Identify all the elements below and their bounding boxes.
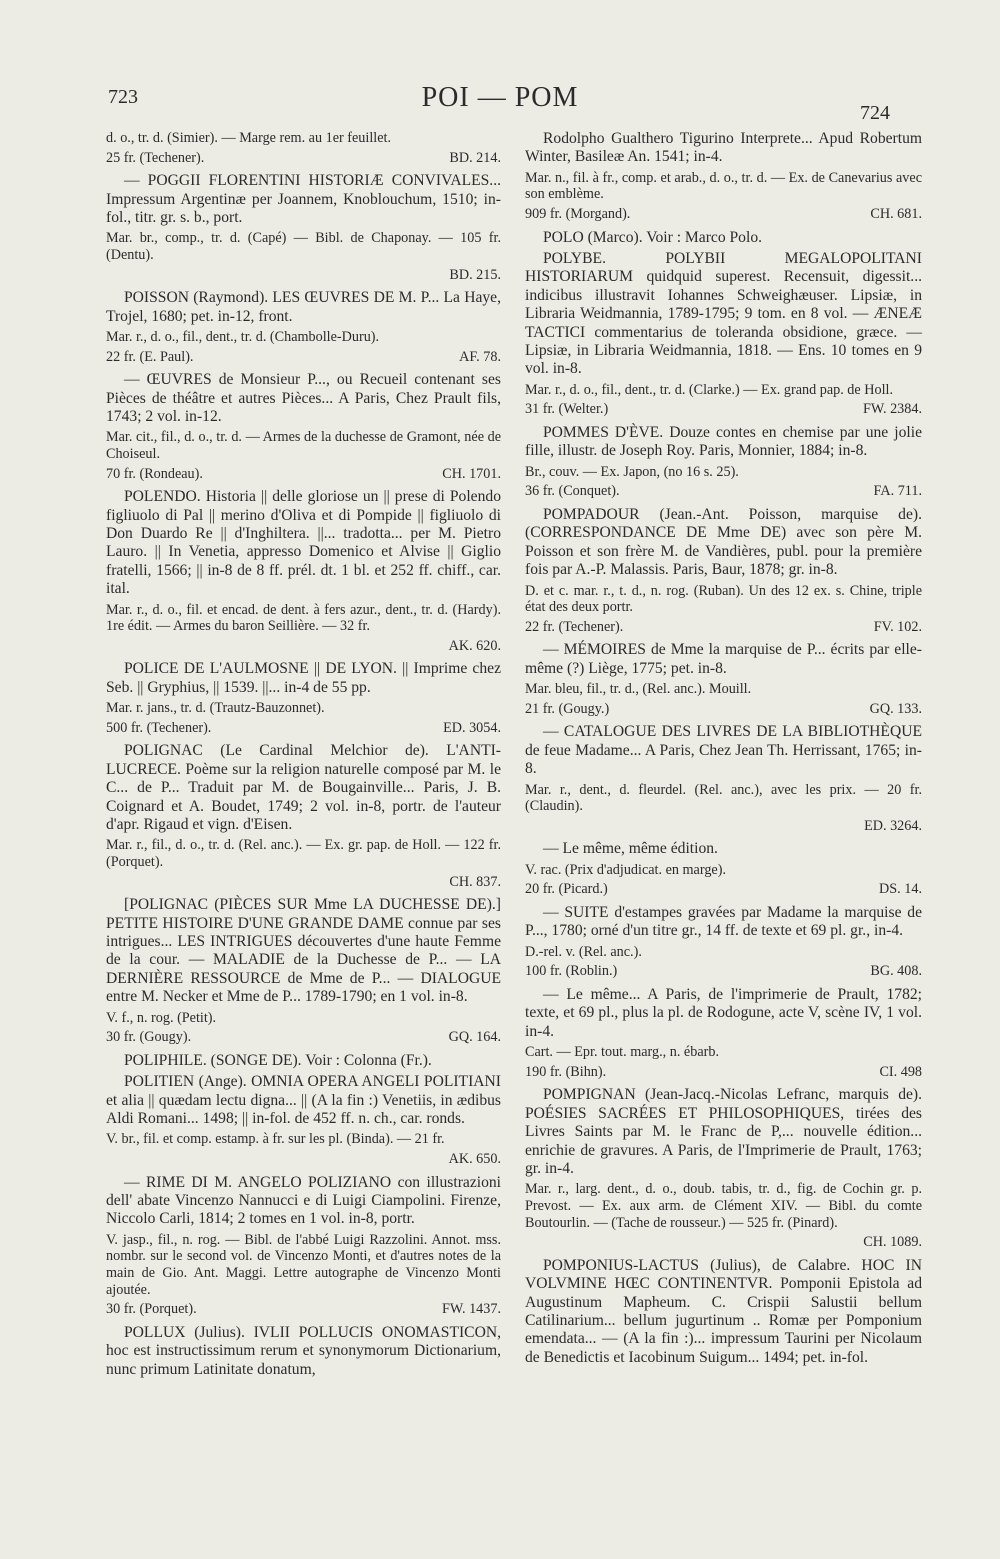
sale-price: 20 fr. (Picard.) — [525, 881, 608, 898]
sale-reference: CH. 681. — [870, 206, 922, 222]
sale-reference: FW. 2384. — [863, 401, 922, 418]
binding-note: Mar. br., comp., tr. d. (Capé) — Bibl. de Chaponay. — 105 fr. (Dentu). — [106, 230, 501, 263]
sale-record — [106, 638, 501, 655]
catalogue-entry: POMPONIUS-LACTUS (Julius), de Calabre. HOC IN VOLVMINE HŒC CONTINENTVR. Pomponii Epistola ad Augustinum Mapheum. C. Crispii Salustii bellum Catilinarium... bellum jugurtinum .. Romæ per Pomponium emendata... — (A la fin :)... impressum Taurini per Nicolaum de Benedictis et Iacobinum Suigum... 1494; pet. in-fol. — [525, 1256, 922, 1366]
sale-reference: BD. 214. — [449, 149, 501, 166]
sale-reference: GQ. 164. — [448, 1029, 501, 1046]
sale-reference: AK. 650. — [448, 1151, 501, 1168]
sale-record — [525, 701, 922, 718]
sale-price: 30 fr. (Gougy). — [106, 1029, 192, 1046]
binding-note: V. jasp., fil., n. rog. — Bibl. de l'abbé Luigi Razzolini. Annot. mss. nombr. sur le second vol. de Vincenzo Monti, et d'autres notes de la main de Gio. Ant. Maggi. Lettre autographe de Vincenzo Monti ajoutée. — [106, 1231, 501, 1298]
catalogue-entry: — MÉMOIRES de Mme la marquise de P... écrits par elle-même (?) Liège, 1775; pet. in-8. — [525, 641, 922, 677]
sale-price: 31 fr. (Welter.) — [525, 401, 609, 418]
sale-record — [525, 206, 922, 223]
sale-record — [106, 150, 501, 167]
binding-note: Mar. r., fil., d. o., tr. d. (Rel. anc.). — Ex. gr. pap. de Holl. — 122 fr. (Porquet). — [106, 837, 501, 871]
catalogue-entry: POLENDO. Historia || delle gloriose un || prese di Polendo figliuolo di Pal || merino d'Oliva et di Pompide || figliuolo di Don Duardo Re || d'Inghiltera. ||... tradotta... per M. Pietro Lauro. || In Venetia, appresso Domenico et Alvise || Giglio fratelli, 1566; || in-8 de 8 ff. prél. dt. 1 bl. et 252 ff. chiff., car. ital. — [106, 488, 501, 598]
binding-note: V. f., n. rog. (Petit). — [106, 1009, 217, 1026]
running-title: POI — POM — [421, 82, 579, 113]
sale-reference: BD. 215. — [449, 266, 501, 283]
binding-note: V. rac. (Prix d'adjudicat. en marge). — [525, 861, 726, 878]
sale-record — [106, 267, 501, 284]
sale-reference: FW. 1437. — [442, 1301, 501, 1318]
catalogue-entry: — SUITE d'estampes gravées par Madame la marquise de P..., 1780; orné d'un titre gr., 14 ff. de texte et 69 pl. gr., in-4. — [525, 904, 922, 940]
sale-reference: FA. 711. — [873, 483, 922, 500]
binding-note: Mar. bleu, fil., tr. d., (Rel. anc.). Mouill. — [525, 681, 752, 698]
sale-reference: DS. 14. — [879, 881, 922, 898]
binding-note: D. et c. mar. r., t. d., n. rog. (Ruban). Un des 12 ex. s. Chine, triple état des deux portr. — [525, 582, 922, 616]
sale-price: 22 fr. (Techener). — [525, 618, 624, 635]
binding-note: Mar. r., d. o., fil. et encad. de dent. à fers azur., dent., tr. d. (Hardy). 1re édit. — Armes du baron Seillière. — 32 fr. — [106, 601, 501, 635]
sale-record — [106, 720, 501, 737]
catalogue-entry: POLYBE. POLYBII MEGALOPOLITANI HISTORIARUM quidquid superest. Recensuit, digessit... indicibus illustravit Iohannes Schweighæuser. Lipsiæ, in Libraria Weidmannia, 1789-1795; 9 tom. en 8 vol. — ÆNEÆ TACTICI commentarius de toleranda obsidione, græce. — Lipsiæ, in Libraria Weidmannia, 1818. — Ens. 10 tomes en 9 vol. in-8. — [525, 250, 922, 378]
sale-price: 30 fr. (Porquet). — [106, 1301, 197, 1318]
sale-reference: CI. 498 — [879, 1063, 922, 1080]
catalogue-entry: — RIME DI M. ANGELO POLIZIANO con illustrazioni dell' abate Vincenzo Nannucci e di Luigi Ciampolini. Firenze, Niccolo Carli, 1814; 2 tomes en 1 vol. in-8, portr. — [106, 1173, 501, 1228]
sale-price: 70 fr. (Rondeau). — [106, 465, 203, 482]
catalogue-entry: POLIPHILE. (SONGE DE). Voir : Colonna (Fr.). — [124, 1051, 432, 1069]
sale-price: 500 fr. (Techener). — [106, 719, 212, 736]
catalogue-entry: — Le même, même édition. — [543, 840, 718, 858]
sale-record — [525, 818, 922, 835]
sale-reference: ED. 3264. — [864, 817, 922, 834]
right-column — [525, 130, 922, 1370]
page-header — [0, 82, 1000, 124]
sale-record — [525, 881, 922, 898]
sale-record — [106, 1301, 501, 1318]
catalogue-entry: POLICE DE L'AULMOSNE || DE LYON. || Imprime chez Seb. || Gryphius, || 1539. ||... in-4 de 55 pp. — [106, 660, 501, 696]
page-number-left: 723 — [108, 86, 138, 108]
sale-record — [525, 963, 922, 980]
page-number-right: 724 — [860, 102, 890, 124]
binding-note: Mar. r. jans., tr. d. (Trautz-Bauzonnet). — [106, 700, 325, 717]
binding-note: Cart. — Epr. tout. marg., n. ébarb. — [525, 1044, 719, 1061]
binding-note: Mar. r., d. o., fil., dent., tr. d. (Clarke.) — Ex. grand pap. de Holl. — [525, 381, 894, 398]
sale-reference: GQ. 133. — [869, 700, 922, 717]
binding-note: V. br., fil. et comp. estamp. à fr. sur les pl. (Binda). — 21 fr. — [106, 1131, 445, 1148]
sale-price: 909 fr. (Morgand). — [525, 206, 631, 222]
sale-reference: BG. 408. — [870, 963, 922, 980]
sale-record — [525, 1064, 922, 1081]
binding-note: D.-rel. v. (Rel. anc.). — [525, 943, 642, 960]
sale-record — [525, 1234, 922, 1251]
sale-record — [106, 466, 501, 483]
sale-reference: CH. 837. — [449, 873, 501, 890]
catalogue-entry: POMPIGNAN (Jean-Jacq.-Nicolas Lefranc, marquis de). POÉSIES SACRÉES ET PHILOSOPHIQUES, tirées des Livres Saints par M. le Franc de P,... nouvelle édition... enrichie de gravures. A Paris, de l'Imprimerie de Prault, 1763; gr. in-4. — [525, 1086, 922, 1178]
left-column — [106, 130, 501, 1382]
sale-reference: AK. 620. — [448, 637, 501, 654]
sale-record — [106, 1029, 501, 1046]
sale-reference: CH. 1089. — [863, 1234, 922, 1251]
catalogue-entry: POISSON (Raymond). LES ŒUVRES DE M. P... La Haye, Trojel, 1680; pet. in-12, front. — [106, 289, 501, 325]
sale-reference: ED. 3054. — [443, 719, 501, 736]
binding-note: Mar. n., fil. à fr., comp. et arab., d. o., tr. d. — Ex. de Canevarius avec son emblème. — [525, 169, 922, 203]
sale-record — [106, 874, 501, 891]
sale-reference: AF. 78. — [459, 348, 501, 365]
binding-note: d. o., tr. d. (Simier). — Marge rem. au 1er feuillet. — [106, 130, 391, 146]
binding-note: Mar. r., d. o., fil., dent., tr. d. (Chambolle-Duru). — [106, 329, 380, 345]
sale-price: 22 fr. (E. Paul). — [106, 348, 194, 365]
catalogue-entry: POLO (Marco). Voir : Marco Polo. — [543, 228, 763, 246]
catalogue-entry: POMMES D'ÈVE. Douze contes en chemise par une jolie fille, illustr. de Joseph Roy. Paris, Monnier, 1884; in-8. — [525, 424, 922, 460]
catalogue-entry: POLLUX (Julius). IVLII POLLUCIS ONOMASTICON, hoc est instructissimum rerum et synonymorum Dictionarium, nunc primum Latinitate donatum, — [106, 1323, 501, 1378]
sale-record — [106, 349, 501, 366]
binding-note: Mar. cit., fil., d. o., tr. d. — Armes de la duchesse de Gramont, née de Choiseul. — [106, 429, 501, 462]
binding-note: Mar. r., dent., d. fleurdel. (Rel. anc.), avec les prix. — 20 fr. (Claudin). — [525, 781, 922, 815]
sale-price: 100 fr. (Roblin.) — [525, 963, 618, 980]
catalogue-entry: — CATALOGUE DES LIVRES DE LA BIBLIOTHÈQUE de feue Madame... A Paris, Chez Jean Th. Herrissant, 1765; in-8. — [525, 723, 922, 778]
catalogue-entry: — POGGII FLORENTINI HISTORIÆ CONVIVALES... Impressum Argentinæ per Joannem, Knoblouchum, 1510; in-fol., titr. gr. s. b., port. — [106, 172, 501, 226]
catalogue-entry: POLITIEN (Ange). OMNIA OPERA ANGELI POLITIANI et alia || quædam lectu digna... || (A la fin :) Venetiis, in ædibus Aldi Romani... 1498; || in-fol. de 452 ff. n. ch., car. ronds. — [106, 1073, 501, 1128]
sale-price: 21 fr. (Gougy.) — [525, 700, 610, 717]
sale-reference: FV. 102. — [873, 618, 922, 635]
catalogue-entry: — ŒUVRES de Monsieur P..., ou Recueil contenant ses Pièces de théâtre et autres Pièces... A Paris, Chez Prault fils, 1743; 2 vol. in-12. — [106, 371, 501, 425]
catalogue-entry: — Le même... A Paris, de l'imprimerie de Prault, 1782; texte, et 69 pl., plus la pl. de Rodogune, acte V, scène IV, 1 vol. in-4. — [525, 986, 922, 1040]
sale-price: 25 fr. (Techener). — [106, 149, 205, 166]
sale-reference: CH. 1701. — [442, 465, 501, 482]
sale-price: 190 fr. (Bihn). — [525, 1063, 607, 1080]
sale-price: 36 fr. (Conquet). — [525, 483, 620, 500]
catalogue-entry: [POLIGNAC (PIÈCES SUR Mme LA DUCHESSE DE).] PETITE HISTOIRE D'UNE GRANDE DAME connue par ses intrigues... LES INTRIGUES découvertes d'une haute Femme de la cour. — MALADIE de la Duchesse de P... — LA DERNIÈRE RESSOURCE de Mme de P... — DIALOGUE entre M. Necker et Mme de P... 1789-1790; en 1 vol. in-8. — [106, 896, 501, 1006]
catalogue-entry: POMPADOUR (Jean.-Ant. Poisson, marquise de). (CORRESPONDANCE DE Mme DE) avec son père M. Poisson et son frère M. de Vandières, publ. pour la première fois par A.-P. Malassis. Paris, Baur, 1878; gr. in-8. — [525, 506, 922, 579]
binding-note: Mar. r., larg. dent., d. o., doub. tabis, tr. d., fig. de Cochin gr. p. Prevost. — Ex. aux arm. de Clément XIV. — Bibl. du comte Boutourlin. — (Tache de rousseur.) — 525 fr. (Pinard). — [525, 1181, 922, 1231]
catalogue-entry: POLIGNAC (Le Cardinal Melchior de). L'ANTI-LUCRECE. Poème sur la religion naturelle composé par M. le C... de P... Traduit par M. de Bougainville... Paris, J. B. Coignard et A. Boudet, 1749; 2 vol. in-8, portr. de l'auteur d'apr. Rigaud et vign. d'Eisen. — [106, 742, 501, 834]
binding-note: Br., couv. — Ex. Japon, (no 16 s. 25). — [525, 463, 739, 480]
catalogue-entry: Rodolpho Gualthero Tigurino Interprete... Apud Robertum Winter, Basileæ An. 1541; in-4. — [525, 130, 922, 166]
sale-record — [525, 619, 922, 636]
sale-record — [525, 401, 922, 418]
sale-record — [525, 483, 922, 500]
sale-record — [106, 1151, 501, 1168]
